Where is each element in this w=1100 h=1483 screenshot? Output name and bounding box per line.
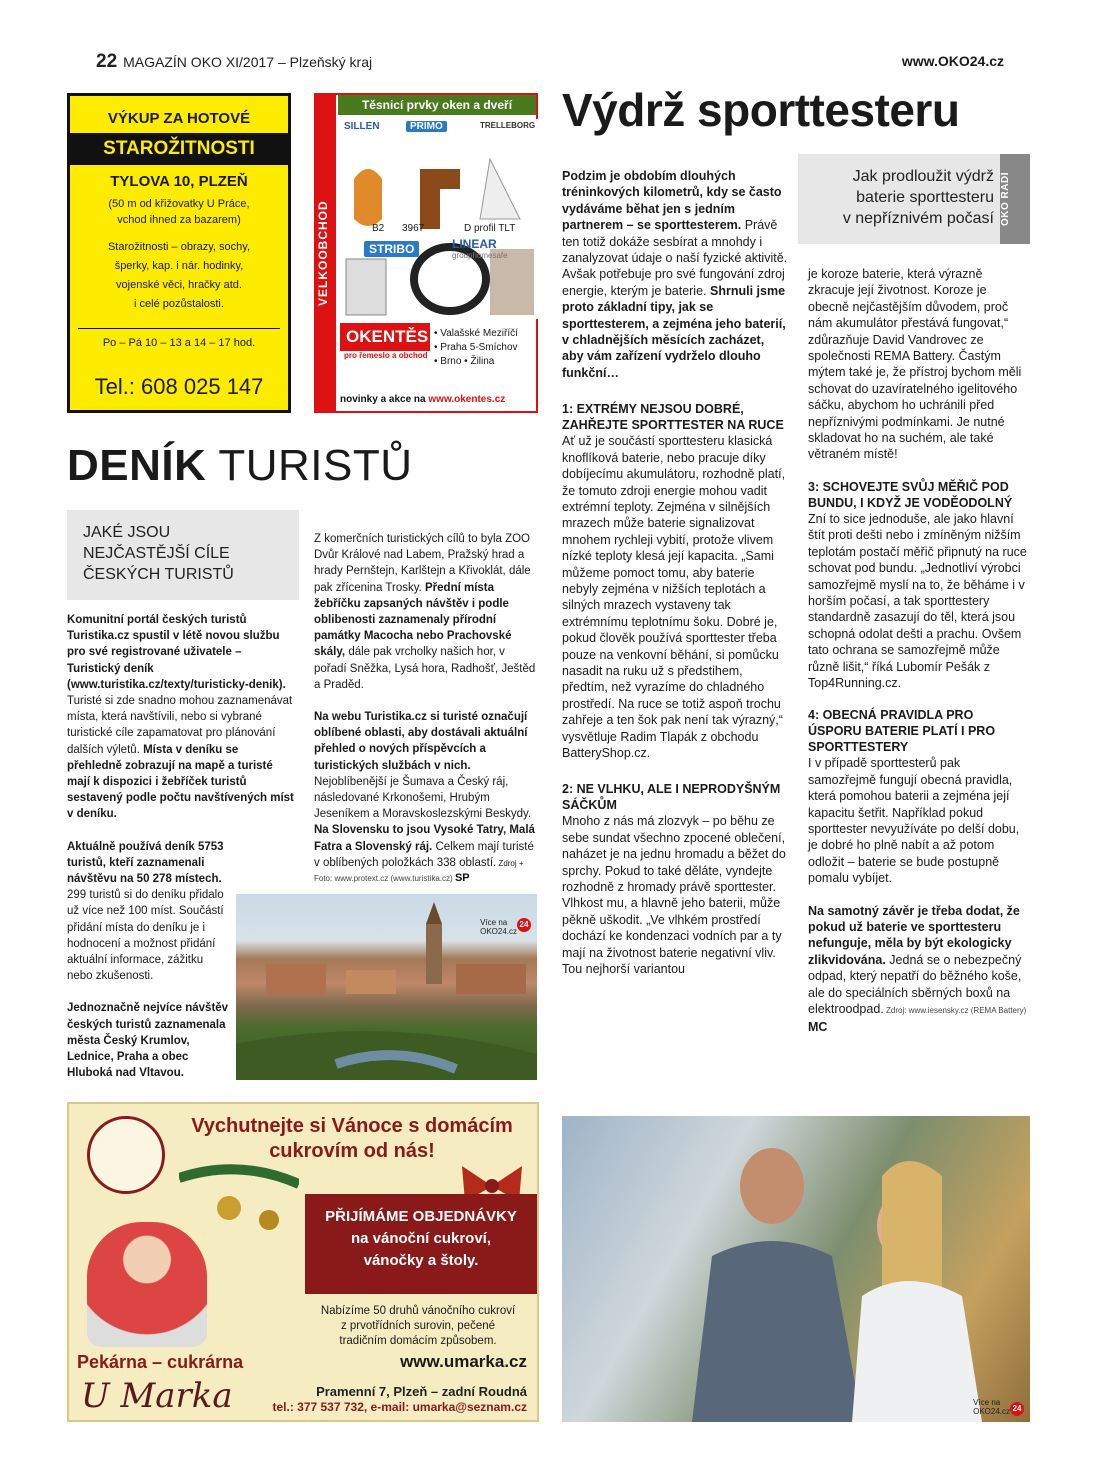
ad-okentes [314,93,538,413]
denik-author: SP [454,872,470,885]
section-heading-2: 2: NE VLHKU, ALE I NEPRODYŠNÝM SÁČKŮM [562,782,781,813]
more-site: OKO24.cz [973,1407,1010,1416]
article-column-1 [562,168,788,977]
denik-source: Zdroj + [496,858,524,868]
brand-sillen: SILLEN [344,121,380,132]
website-link[interactable]: www.OKO24.cz [901,53,1004,69]
denik-p1-text: Turisté si zde snadno mohou zaznamenávat místa, která navštívili, nebo si vybrané turistické cíle zapamatovat pro plánování dalších výletů. [67,695,293,756]
lead-line: v nepříznivém počasí [842,210,994,227]
denik-p1-bold: Komunitní portál českých turistů Turistika.cz spustil v létě novou službu pro své registrované uživatele – Turistický deník (www.turistika.cz/texty/turisticky-denik). [67,614,286,691]
denik-c2-p2-text: Nejoblíbenější je Šumava a Český ráj, následované Krkonošemi, Hrubým Jeseníkem a Moravskoslezskými Beskydy. [314,775,532,821]
denik-c2-text: Z komerčních turistických cílů to byla ZOO Dvůr Králové nad Labem, Pražský hrad a hrady Pernštejn, Karlštejn a Křivoklát, dále pak zřícenina Trosky. [314,533,531,594]
headline-line: Vychutnejte si Vánoce s domácím [191,1115,513,1137]
orders-line: na vánoční cukroví, [350,1230,492,1247]
product-label-dprofil: D profil TLT [464,223,516,234]
section-text-1: Ať už je součástí sporttesteru klasická knoflíková baterie, nebo pracuje díky dobíjecímu akumulátoru, rozhodně platí, že tomuto zdroji energie mohou vadit extrémní teploty. Zejména v silnějších mrazech může baterie signalizovat mnohem rychleji vybití, protože vlivem nízké teploty klesá její kapacita. „Sami můžeme pomoct tomu, aby baterie nebyly zejména v nižších teplotách a silných mrazech vystaveny tak extrémnímu teplotnímu šoku. Dobré je, pokud člověk používá sporttester třeba pouze na venkovní běhání, si pomůcku nasadit na ruku už s předstihem, předtím, než vyrazíme do chladného prostředí. Na ruce se totiž aspoň trochu zahřeje a ten šok pak není tak výrazný,“ vysvětluje Radim Tlapák z obchodu BatteryShop.cz. [562,434,786,760]
lead-line: JAKÉ JSOU [83,524,171,541]
city-item: • Praha 5-Smíchov [434,342,518,353]
ad-umarka-web[interactable]: www.umarka.cz [400,1352,527,1371]
ad-antiques [67,93,291,413]
denik-c2-bold: Přední místa žebříčku zapsaných návštěv i podle oblibenosti zaznamenaly přírodní památky Macocha nebo Prachovské skály, [314,581,512,659]
section-heading-1: 1: EXTRÉMY NEJSOU DOBRÉ, ZAHŘEJTE SPORTTESTER NA RUCE [562,402,784,433]
seal-profiles-illustration [340,119,538,319]
denik-p2-text: 299 turistů si do deníku přidalo už více než 100 míst. Součástí přidání místa do deníku je i hodnocení a možnost přidání aktuální informace, zážitku nebo zkušenosti. [67,889,224,983]
ad-antiques-list4: i celé pozůstalosti. [134,298,224,310]
more-label: Více na [480,918,508,927]
orders-line: vánočky a štoly. [363,1252,479,1269]
lead-line: Jak prodloužit výdrž [852,168,994,185]
desc-line: Nabízíme 50 druhů vánočního cukroví [320,1305,516,1317]
brand-primo: PRIMO [406,121,447,132]
town-photo [236,894,537,1080]
denik-title-bold: DENÍK [67,441,207,490]
denik-column-2 [314,531,538,885]
photo-credit: Foto: www.protext.cz (www.turistika.cz) [314,874,453,884]
denik-c2-p2-text2: Celkem mají turisté v oblíbených položkách 338 oblastí. [314,840,534,869]
ad-antiques-list2: šperky, kap. i nár. hodinky, [114,260,244,272]
intro-bold: Podzim je obdobím dlouhých tréninkových kilometrů, kdy se často vydáváme běhat jen s jedním partnerem – se sporttesterem. [562,169,782,233]
section-heading-3: 3: SCHOVEJTE SVŮJ MĚŘIČ POD BUNDU, I KDYŽ JE VODĚODOLNÝ [808,479,1013,510]
final-text: Jedná se o nebezpečný odpad, který nepatří do běžného koše, ale do speciálních sběrných boxů na elektroodpad. [808,952,1022,1017]
section-text-1-cont: je koroze baterie, která výrazně zkracuje její životnost. Koroze je obecně nejčastějším důvodem, proč nám akumulátor přestává fungovat,“ zdůrazňuje David Vandrovec ze společnosti REMA Battery. Častým mýtem také je, že přístroj bychom měli schovat do uzavíratelného igelitového sáčku, abychom ho uchránili před nepříznivými podmínkami. Je nutné skladovat ho na suchém, ale také větraném místě! [808,267,1022,462]
ad-antiques-address: TYLOVA 10, PLZEŇ [110,173,248,190]
christmas-decoration-icon [179,1158,299,1238]
okentes-url[interactable]: www.okentes.cz [428,394,506,405]
more-label: Více na [973,1398,1001,1407]
headline-line: cukrovím od nás! [269,1140,435,1162]
okentes-logo-text: OKENTĚS [340,323,430,351]
section-text-4: I v případě sporttesterů pak samozřejmě fungují obecná pravidla, která pomohou baterii a zejména její kapacitu šetřit. Například pokud sporttester nevyužíváte po delší dobu, je dobré ho plně nabít a až potom odložit – baterie se bude postupně pomalu vybíjet. [808,756,1020,886]
brand-grouphomesafe: grouphomesafe [452,251,508,260]
article-column-2 [808,266,1030,1036]
ad-umarka-contact: tel.: 377 537 732, e-mail: umarka@seznam.cz [272,1400,527,1414]
article-lead-box [798,154,1030,244]
denik-p2-bold: Aktuálně používá deník 5753 turistů, kteří zaznamenali návštěvu na 50 278 místech. [67,840,224,886]
ad-umarka-bakery: Pekárna – cukrárna [77,1352,244,1372]
denik-p1-bold2: Místa v deníku se přehledně zobrazují na mapě a turisté mají k dispozici i žebříček turistů sestavený podle počtu navštívených míst v deníku. [67,743,294,821]
brand-trelleborg: TRELLEBORG [480,121,536,130]
ad-antiques-list1: Starožitnosti – obrazy, sochy, [107,241,251,253]
ad-antiques-note2: vchod ihned za bazarem) [117,214,241,226]
cookie-logo-icon [87,1116,165,1194]
okentes-logo-sub: pro řemeslo a obchod [344,351,428,360]
okentes-cities [434,327,518,369]
article-author: MC [808,1020,828,1035]
oko24-badge-icon: 24 [1010,1402,1024,1416]
lead-line: NEJČASTĚJŠÍ CÍLE [83,545,230,562]
page-number: 22 [96,51,118,72]
more-site: OKO24.cz [480,927,517,936]
section-text-2: Mnoho z nás má zlozvyk – po běhu ze sebe sundat všechno zpocené oblečení, naházet je na jednu hromadu a běžet do sprchy. Pokud to také děláte, vyndejte rozhodně z hromady právě sporttester. Vlhkost mu, a hlavně jeho baterii, může pěkně uškodit. „Ve vlhkém prostředí dochází ke kondenzaci vodních par a ty mají na životnost baterie negativní vliv. Tou nejhorší variantou [562,814,786,977]
denik-c2-p2-bold: Na webu Turistika.cz si turisté označují oblíbené oblasti, aby dostávali aktuální přehled o nových příspěvcích a turistických službách v nich. [314,711,528,772]
desc-line: z prvotřídních surovin, pečené [340,1320,496,1332]
section-text-3: Zní to sice jednoduše, ale jako hlavní štít proti dešti nebo i zmíněným nižším teplotám postačí měřič připnutý na ruce schovat pod bundu. „Jednotliví výrobci samozřejmě myslí na to, že běháme i v horším počasí, a tak sporttestery standardně zasazují do těl, která jsou schopná odolat dešti a prachu. Ovšem tato ochrana se samozřejmě může různě lišit,“ říká Lubomír Pešák z Top4Running.cz. [808,511,1027,690]
ad-okentes-side: VELKOOBCHOD [316,95,336,411]
oko24-badge-icon: 24 [517,918,531,932]
intro-text: Právě ten totiž dokáže sesbírat a mnohdy i zanalyzovat údaje o naší fyzické aktivitě. Avšak potřebuje pro své fungování zdroj energie, kterým je baterie. [562,218,788,298]
granny-illustration [87,1222,207,1347]
ad-umarka-logo: U Marka [81,1376,233,1416]
denik-p3-bold: Jednoznačně nejvíce návštěv českých turistů zaznamenala města Český Krumlov, Lednice, Praha a obec Hluboká nad Vltavou. [67,1002,229,1080]
denik-title-light: TURISTŮ [206,441,413,490]
runners-photo-illustration [562,1116,1030,1422]
orders-line: PŘIJÍMÁME OBJEDNÁVKY [325,1208,517,1225]
page-header [96,51,372,73]
ad-okentes-products [340,119,534,319]
lead-line: baterie sporttesteru [856,189,994,206]
lead-line: ČESKÝCH TURISTŮ [83,566,234,583]
okentes-news-prefix: novinky a akce na [340,394,429,405]
more-link[interactable] [973,1398,1010,1416]
ad-okentes-top: Těsnicí prvky oken a dveří [338,95,536,115]
city-item: • Brno • Žilina [434,356,495,367]
denik-c2-p2-bold2: Na Slovensku to jsou Vysoké Tatry, Malá Fatra a Slovenský ráj. [314,824,535,853]
more-link[interactable] [480,918,517,936]
denik-title [67,441,413,491]
brand-stribo: STRIBO [364,241,419,257]
product-label-b2: B2 [372,223,385,234]
denik-c2-text2: dále pak vrcholky našich hor, v pořadí Sněžka, Lysá hora, Radhošť, Ještěd a Praděd. [314,646,536,691]
section-heading-4: 4: OBECNÁ PRAVIDLA PRO ÚSPORU BATERIE PLATÍ I PRO SPORTTESTERY [808,708,996,755]
article-title: Výdrž sporttesteru [562,84,960,136]
brand-linear: LINEAR [452,237,497,251]
intro-bold-2: Shrnuli jsme proto základní tipy, jak se sporttesterem, a zejména jeho baterií, v chladnějších měsících zacházet, aby vám zařízení vydrželo dlouho funkční… [562,283,786,380]
final-bold: Na samotný závěr je třeba dodat, že pokud už baterie ve sporttesteru nefunguje, měla by být ekologicky zlikvidována. [808,903,1020,967]
okentes-logo [340,323,430,383]
ad-antiques-note1: (50 m od křižovatky U Práce, [108,198,250,210]
okentes-news [340,394,532,405]
ad-umarka-desc [305,1304,531,1349]
runners-photo [562,1116,1030,1422]
denik-lead-box [67,510,299,600]
ad-antiques-line1: VÝKUP ZA HOTOVÉ [107,110,251,127]
section-tag: OKO RADÍ [1000,154,1030,244]
ad-antiques-band: STAROŽITNOSTI [70,133,288,165]
ad-umarka-orders [305,1194,537,1294]
city-item: • Valašské Meziříčí [434,328,518,339]
ad-umarka-address: Pramenní 7, Plzeň – zadní Roudná [316,1384,527,1399]
ad-antiques-list3: vojenské věci, hračky atd. [116,279,242,291]
divider [78,328,280,329]
ad-umarka [67,1102,539,1422]
publication-title: MAGAZÍN OKO XI/2017 – Plzeňský kraj [123,54,373,70]
ad-antiques-phone: Tel.: 608 025 147 [94,374,264,399]
article-source: Zdroj: www.iesensky.cz (REMA Battery) [883,1006,1027,1016]
product-label-3967: 3967 [402,223,425,234]
ad-antiques-hours: Po – Pá 10 – 13 a 14 – 17 hod. [102,337,256,349]
desc-line: tradičním domácím způsobem. [339,1335,497,1347]
